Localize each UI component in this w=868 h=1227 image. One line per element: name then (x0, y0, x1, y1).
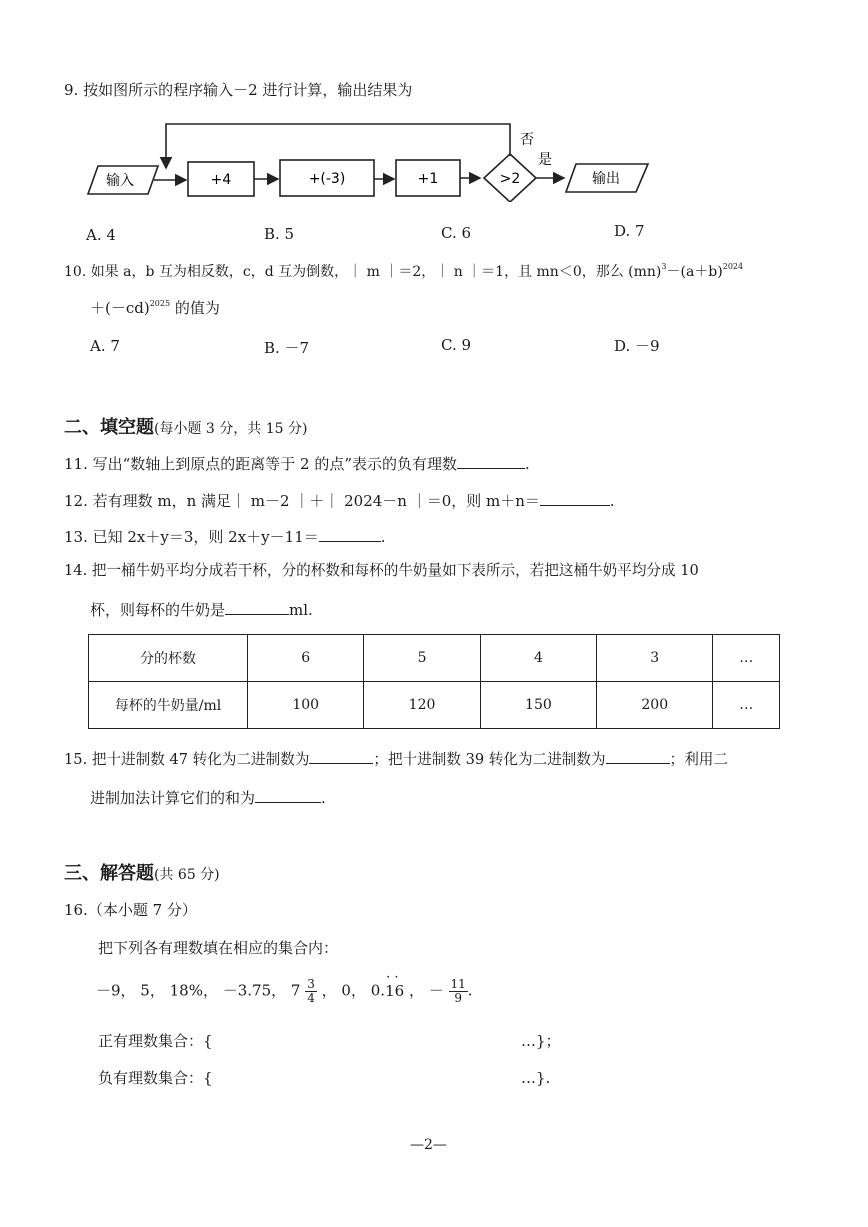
q14-line2: 杯，则每杯的牛奶是 ml. (90, 598, 313, 620)
q16-numbers: －9， 5， 18%， －3.75， 7 $\frac{3}{4}$ ， 0， 0.16 · · ， － $\frac{11}{9}$ . (96, 969, 473, 1005)
q9-option-c: C. 6 (441, 224, 472, 242)
q10-line2: $+(-cd)^{2025}$ 的值为 (90, 299, 220, 317)
no-label: 否 (520, 132, 534, 148)
q9-option-d: D. 7 (614, 222, 645, 240)
q9-text: 9. 按如图所示的程序输入－2 进行计算，输出结果为 (64, 81, 413, 99)
page-number: —2— (410, 1137, 447, 1153)
q16-header: 16.（本小题 7 分） (64, 901, 197, 919)
section2-heading: 二、填空题(每小题 3 分，共 15 分) (64, 417, 308, 438)
q14-line1: 14. 把一桶牛奶平均分成若干杯，分的杯数和每杯的牛奶量如下表所示，若把这桶牛奶平均分成 10 (64, 562, 699, 579)
fraction-3-4: $\frac{3}{4}$ (307, 977, 315, 1005)
section3-heading: 三、解答题(共 65 分) (64, 863, 220, 884)
q9-option-a: A. 4 (86, 226, 116, 244)
negative-set-end: …}. (521, 1069, 551, 1087)
input-label: 输入 (106, 173, 134, 189)
positive-set-end: …}； (521, 1032, 561, 1050)
q15-blank-2 (606, 747, 670, 764)
q14-table (88, 634, 780, 729)
q16-instruction: 把下列各有理数填在相应的集合内： (98, 939, 339, 957)
q9-flowchart (80, 118, 660, 202)
table-cell: 120 (364, 682, 480, 729)
q11-text: 11. 写出“数轴上到原点的距离等于 2 的点”表示的负有理数 . (64, 452, 530, 474)
table-cell: 每杯的牛奶量/ml (89, 682, 248, 729)
q15-blank-3 (255, 786, 321, 803)
fraction-11-9: $\frac{11}{9}$ (450, 977, 466, 1005)
table-row (89, 635, 780, 682)
q13-answer-blank (319, 525, 381, 542)
table-cell: 150 (480, 682, 596, 729)
q10-line1: 10. 如果 a，b 互为相反数，c，d 互为倒数，｜ m ｜＝2，｜ n ｜＝1，且 mn＜0，那么 $(mn)^3-(a+b)^{2024}$ (64, 262, 744, 280)
q15-line1: 15. 把十进制数 47 转化为二进制数为 ；把十进制数 39 转化为二进制数为 ；利用二 (64, 747, 728, 770)
table-cell: 分的杯数 (89, 635, 248, 682)
negative-set-label: 负有理数集合：{ (98, 1069, 213, 1087)
repeating-decimal: 16 · · (385, 969, 405, 1000)
table-cell: 6 (248, 635, 364, 682)
output-label: 输出 (592, 171, 620, 187)
table-cell: 4 (480, 635, 596, 682)
table-cell: 200 (597, 682, 713, 729)
q9-option-b: B. 5 (264, 225, 295, 243)
table-cell: 3 (597, 635, 713, 682)
q11-answer-blank (457, 452, 525, 469)
step2-label: +(-3) (308, 171, 346, 187)
yes-label: 是 (538, 152, 552, 168)
positive-set-label: 正有理数集合：{ (98, 1032, 213, 1050)
table-cell: … (713, 682, 780, 729)
q12-answer-blank (540, 489, 610, 506)
condition-label: >2 (499, 171, 521, 187)
table-cell: 5 (364, 635, 480, 682)
table-row (89, 682, 780, 729)
q12-text: 12. 若有理数 m，n 满足｜ m－2 ｜＋｜ 2024－n ｜＝0，则 m＋n＝ . (64, 489, 615, 511)
q10-option-c: C. 9 (441, 336, 472, 354)
table-cell: 100 (248, 682, 364, 729)
table-cell: … (713, 635, 780, 682)
q14-answer-blank (225, 598, 289, 615)
q10-option-a: A. 7 (90, 337, 120, 355)
q15-line2: 进制加法计算它们的和为 . (90, 786, 326, 808)
step1-label: +4 (210, 172, 232, 188)
q10-option-b: B. －7 (264, 339, 310, 357)
q15-blank-1 (309, 747, 373, 764)
q13-text: 13. 已知 2x＋y＝3，则 2x＋y－11＝ . (64, 525, 386, 547)
q10-option-d: D. －9 (614, 337, 660, 355)
step3-label: +1 (417, 171, 439, 187)
